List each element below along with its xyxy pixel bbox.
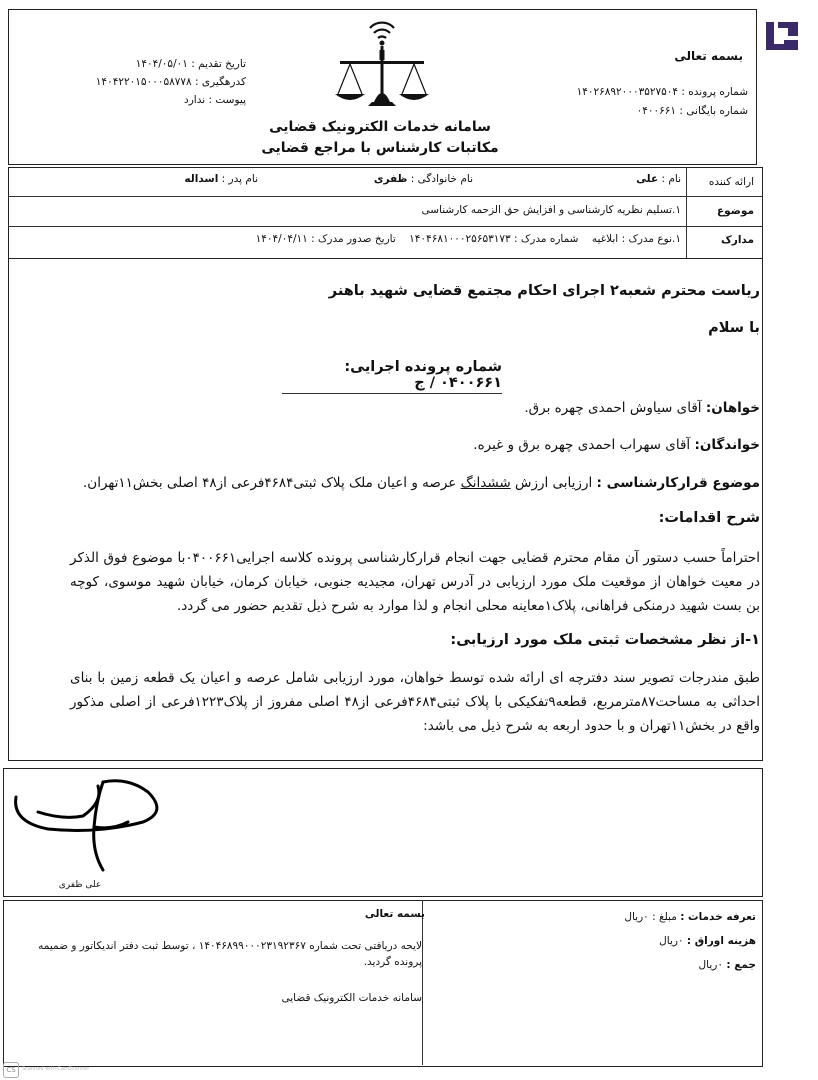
signature-name: علی ظفری <box>58 880 102 890</box>
subject-row <box>60 471 760 495</box>
service-fee: مبلغ : ۰ریال <box>624 911 677 923</box>
letter-subject-post: عرصه و اعیان ملک پلاک ثبتی۴۶۸۴فرعی از۴۸ اصلی بخش۱۱تهران. <box>82 475 457 491</box>
plaintiff-label: خواهان: <box>705 400 760 416</box>
total-label: جمع : <box>726 959 756 971</box>
subject-label: موضوع <box>717 205 754 217</box>
paper-cost: ۰ریال <box>659 935 684 947</box>
first-name-row <box>561 173 681 185</box>
submit-date-row <box>60 58 246 70</box>
system-title: سامانه خدمات الکترونیک قضایی <box>269 119 491 135</box>
plaintiff-row <box>80 396 760 420</box>
father-name-row <box>128 173 258 185</box>
case-number-label: شماره پرونده : <box>681 86 748 98</box>
documents-row <box>121 233 681 245</box>
doc-date: ۱۴۰۴/۰۴/۱۱ <box>255 233 308 245</box>
header-invocation: بسمه تعالی <box>674 49 743 63</box>
system-subtitle: مکاتبات کارشناس با مراجع قضایی <box>261 140 499 156</box>
father-name-label: نام پدر : <box>221 173 258 185</box>
corner-logo-icon <box>764 18 800 54</box>
camscanner-watermark: Scanned with CamScanner <box>22 1066 90 1072</box>
actions-heading: شرح اقدامات: <box>658 510 760 526</box>
receipt-text: لایحه دریافتی تحت شماره ۱۴۰۴۶۸۹۹۰۰۰۲۳۱۹۲۳۶۷ ، توسط ثبت دفتر اندیکاتور و ضمیمه پرونده گردید. <box>38 940 422 968</box>
defendants-label: خواندگان: <box>694 437 760 453</box>
doc-date-label: تاریخ صدور مدرک : <box>311 233 396 245</box>
receipt-box <box>3 900 763 1067</box>
defendants: آقای سهراب احمدی چهره برق و غیره. <box>473 437 691 453</box>
paragraph-2: طبق مندرجات تصویر سند دفترچه ای ارائه شده توسط خواهان، مورد ارزیابی شامل عرصه و اعیان یک قطعه زمین با بنای احداثی به مساحت۸۷مترمربع، قطعه۹تفکیکی با پلاک ثبتی۴۶۸۴فرعی از۴۸ اصلی مفروز از پلاک۱۲۲۳فرعی از اصلی مذکور واقع در بخش۱۱تهران و با حدود اربعه به شرح ذیل می باشد: <box>70 670 760 734</box>
camscanner-logo-text: CS <box>6 1066 16 1074</box>
attachment: ندارد <box>184 94 206 106</box>
section-1-heading: ۱-از نظر مشخصات ثبتی ملک مورد ارزیابی: <box>450 632 760 648</box>
tracking-code-label: کدرهگیری : <box>195 76 246 88</box>
first-name: علی <box>636 173 659 185</box>
archive-number-row <box>468 105 748 117</box>
service-fee-label: تعرفه خدمات : <box>680 911 756 923</box>
case-number: ۱۴۰۲۶۸۹۲۰۰۰۳۵۲۷۵۰۴ <box>576 86 679 98</box>
attachment-label: پیوست : <box>208 94 246 106</box>
archive-number: ۰۴۰۰۶۶۱ <box>636 105 677 117</box>
paragraph-1: احتراماً حسب دستور آن مقام محترم قضایی جهت انجام قرارکارشناسی پرونده کلاسه اجرایی۰۴۰۰۶۶۱با موضوع فوق الذکر در معیت خواهان از موقعیت ملک مورد ارزیابی در آدرس تهران، مجیدیه جنوبی، خیابان کرمان، خیابان شهید موسوی، کوچه بن بست شهید درمنکی فراهانی، پلاک۱معاینه محلی انجام و لذا موارد به شرح ذیل تقدیم حضور می گردد. <box>70 550 761 614</box>
plaintiff: آقای سیاوش احمدی چهره برق. <box>524 400 702 416</box>
total: ۰ریال <box>698 959 724 971</box>
attachment-row <box>60 94 246 106</box>
submit-date-label: تاریخ تقدیم : <box>191 58 246 70</box>
greeting: با سلام <box>708 320 760 336</box>
receipt-divider <box>422 900 423 1065</box>
info-table-row-divider <box>8 196 762 197</box>
tracking-code-row <box>40 76 246 88</box>
letter-subject-pre: ارزیابی ارزش <box>514 475 593 491</box>
paper-cost-label: هزینه اوراق : <box>686 935 756 947</box>
exec-case-number: شماره پرونده اجرایی: ۰۴۰۰۶۶۱ / ج <box>282 359 502 394</box>
doc-type-label: ۱.نوع مدرک : <box>621 233 681 245</box>
signature-image <box>8 772 168 872</box>
defendants-row <box>80 433 760 457</box>
doc-type: ابلاغیه <box>591 233 619 245</box>
letter-subject-label: موضوع قرارکارشناسی : <box>596 475 760 491</box>
archive-number-label: شماره بایگانی : <box>679 105 748 117</box>
last-name: ظفری <box>373 173 408 185</box>
first-name-label: نام : <box>661 173 681 185</box>
last-name-row <box>323 173 473 185</box>
total-row <box>556 959 756 971</box>
receipt-system-name: سامانه خدمات الکترونیک قضایی <box>281 992 422 1004</box>
documents-label: مدارک <box>721 234 754 246</box>
last-name-label: نام خانوادگی : <box>410 173 473 185</box>
receipt-invocation: بسمه تعالی <box>364 908 425 920</box>
tracking-code: ۱۴۰۴۲۲۰۱۵۰۰۰۵۸۷۷۸ <box>95 76 192 88</box>
doc-number: ۱۴۰۴۶۸۱۰۰۰۲۵۶۵۳۱۷۳ <box>409 233 511 245</box>
case-number-row <box>468 86 748 98</box>
submit-date: ۱۴۰۴/۰۵/۰۱ <box>135 58 188 70</box>
justice-scale-icon <box>330 14 434 114</box>
info-table-row-divider <box>8 226 762 227</box>
subject-value: ۱.تسلیم نظریه کارشناسی و افزایش حق الزحمه کارشناسی <box>421 204 681 216</box>
letter-subject-underlined: ششدانگ <box>460 475 511 491</box>
service-fee-row <box>556 911 756 923</box>
camscanner-logo-icon <box>3 1062 19 1078</box>
addressee: ریاست محترم شعبه۲ اجرای احکام مجتمع قضایی شهید باهنر <box>328 283 760 299</box>
doc-number-label: شماره مدرک : <box>514 233 579 245</box>
provider-label: ارائه کننده <box>708 176 754 188</box>
paper-cost-row <box>556 935 756 947</box>
father-name: اسداله <box>184 173 219 185</box>
